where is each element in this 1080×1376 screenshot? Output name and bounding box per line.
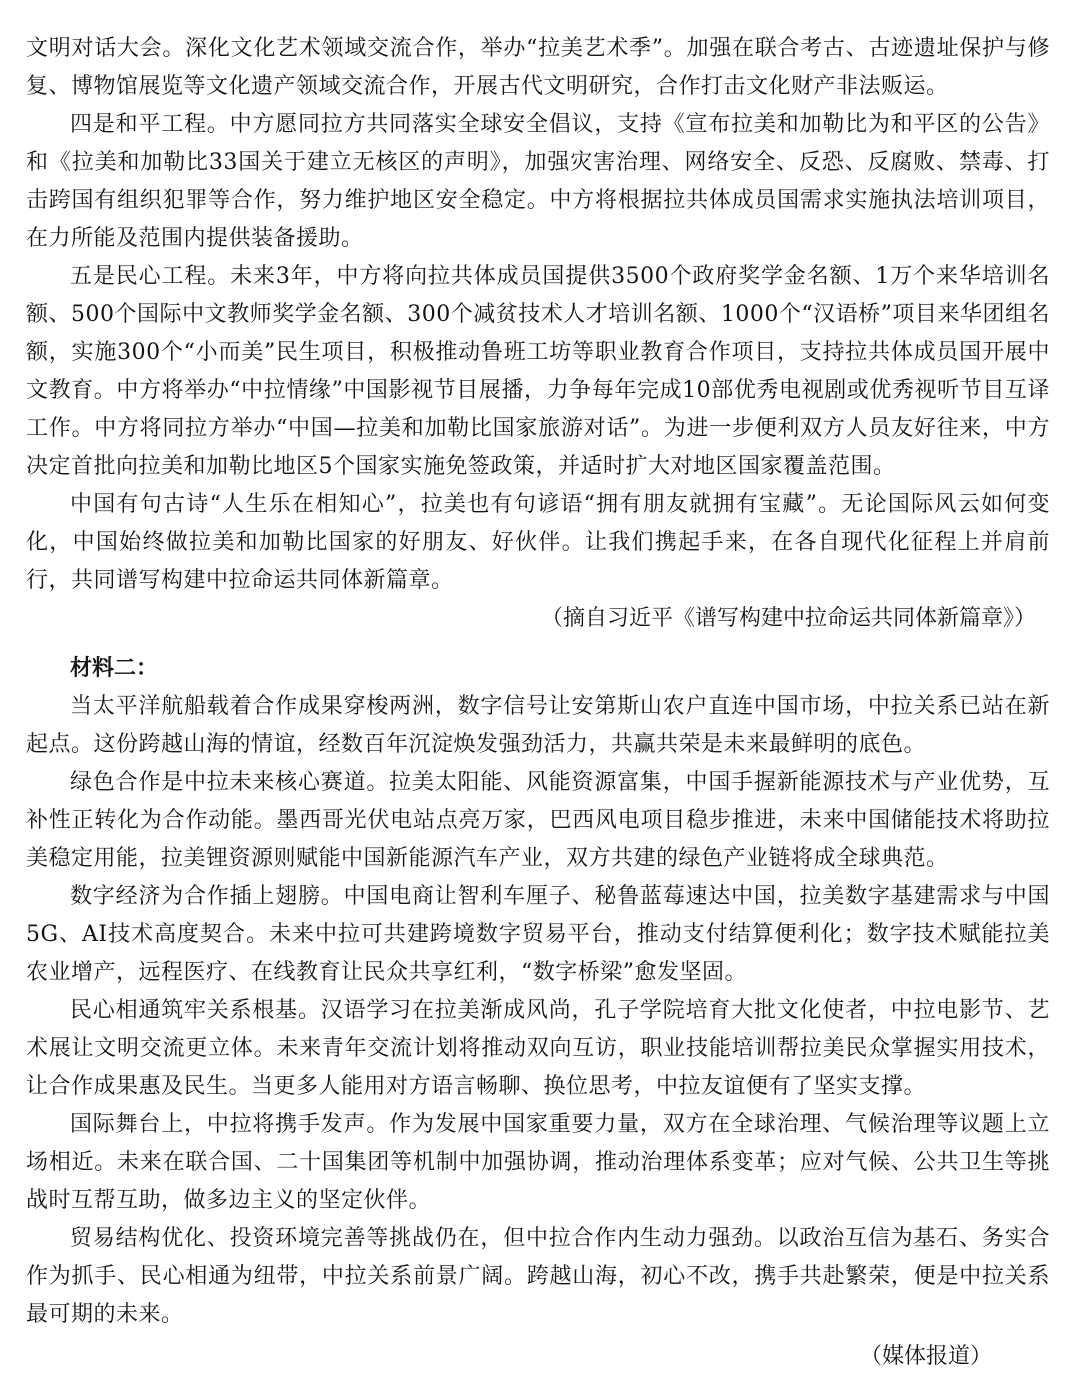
paragraph-people-project: 五是民心工程。未来3年，中方将向拉共体成员国提供3500个政府奖学金名额、1万个来华培训名额、500个国际中文教师奖学金名额、300个减贫技术人才培训名额、1000个“汉语桥”项目来华团组名额，实施300个“小而美”民生项目，积极推动鲁班工坊等职业教育合作项目，支持拉共体成员国开展中文教育。中方将举办“中拉情缘”中国影视节目展播，力争每年完成10部优秀电视剧或优秀视听节目互译工作。中方将同拉方举办“中国—拉美和加勒比国家旅游对话”。为进一步便利双方人员友好往来，中方决定首批向拉美和加勒比地区5个国家实施免签政策，并适时扩大对地区国家覆盖范围。	[26, 264, 1050, 479]
paragraph-digital-economy: 数字经济为合作插上翅膀。中国电商让智利车厘子、秘鲁蓝莓速达中国，拉美数字基建需求与中国5G、AI技术高度契合。未来中拉可共建跨境数字贸易平台，推动支付结算便利化；数字技术赋能拉美农业增产，远程医疗、在线教育让民众共享红利，“数字桥梁”愈发坚固。	[26, 884, 1050, 985]
source-note: （媒体报道）	[859, 1344, 992, 1369]
paragraph-conclusion: 中国有句古诗“人生乐在相知心”，拉美也有句谚语“拥有朋友就拥有宝藏”。无论国际风云如何变化，中国始终做拉美和加勒比国家的好朋友、好伙伴。让我们携起手来，在各自现代化征程上并肩前行，共同谱写构建中拉命运共同体新篇章。	[26, 492, 1050, 593]
paragraph-peace-project: 四是和平工程。中方愿同拉方共同落实全球安全倡议，支持《宣布拉美和加勒比为和平区的公告》和《拉美和加勒比33国关于建立无核区的声明》，加强灾害治理、网络安全、反恐、反腐败、禁毒、打击跨国有组织犯罪等合作，努力维护地区安全稳定。中方将根据拉共体成员国需求实施执法培训项目，在力所能及范围内提供装备援助。	[26, 112, 1050, 251]
paragraph-culture-continued: 文明对话大会。深化文化艺术领域交流合作，举办“拉美艺术季”。加强在联合考古、古迹遗址保护与修复、博物馆展览等文化遗产领域交流合作，开展古代文明研究，合作打击文化财产非法贩运。	[26, 36, 1050, 99]
paragraph-green-cooperation: 绿色合作是中拉未来核心赛道。拉美太阳能、风能资源富集，中国手握新能源技术与产业优势，互补性正转化为合作动能。墨西哥光伏电站点亮万家，巴西风电项目稳步推进，未来中国储能技术将助拉美稳定用能，拉美锂资源则赋能中国新能源汽车产业，双方共建的绿色产业链将成全球典范。	[26, 770, 1050, 871]
paragraph-new-starting-point: 当太平洋航船载着合作成果穿梭两洲，数字信号让安第斯山农户直连中国市场，中拉关系已站在新起点。这份跨越山海的情谊，经数百年沉淀焕发强劲活力，共赢共荣是未来最鲜明的底色。	[26, 694, 1050, 757]
citation: （摘自习近平《谱写构建中拉命运共同体新篇章》）	[540, 606, 1036, 631]
paragraph-people-exchange: 民心相通筑牢关系根基。汉语学习在拉美渐成风尚，孔子学院培育大批文化使者，中拉电影节、艺术展让文明交流更立体。未来青年交流计划将推动双向互访，职业技能培训帮拉美民众掌握实用技术，让合作成果惠及民生。当更多人能用对方语言畅聊、换位思考，中拉友谊便有了坚实支撑。	[26, 998, 1050, 1099]
material-two-heading: 材料二：	[70, 655, 159, 681]
paragraph-future-outlook: 贸易结构优化、投资环境完善等挑战仍在，但中拉合作内生动力强劲。以政治互信为基石、务实合作为抓手、民心相通为纽带，中拉关系前景广阔。跨越山海，初心不改，携手共赴繁荣，便是中拉关系最可期的未来。	[26, 1226, 1050, 1327]
paragraph-international-stage: 国际舞台上，中拉将携手发声。作为发展中国家重要力量，双方在全球治理、气候治理等议题上立场相近。未来在联合国、二十国集团等机制中加强协调，推动治理体系变革；应对气候、公共卫生等挑战时互帮互助，做多边主义的坚定伙伴。	[26, 1112, 1050, 1213]
